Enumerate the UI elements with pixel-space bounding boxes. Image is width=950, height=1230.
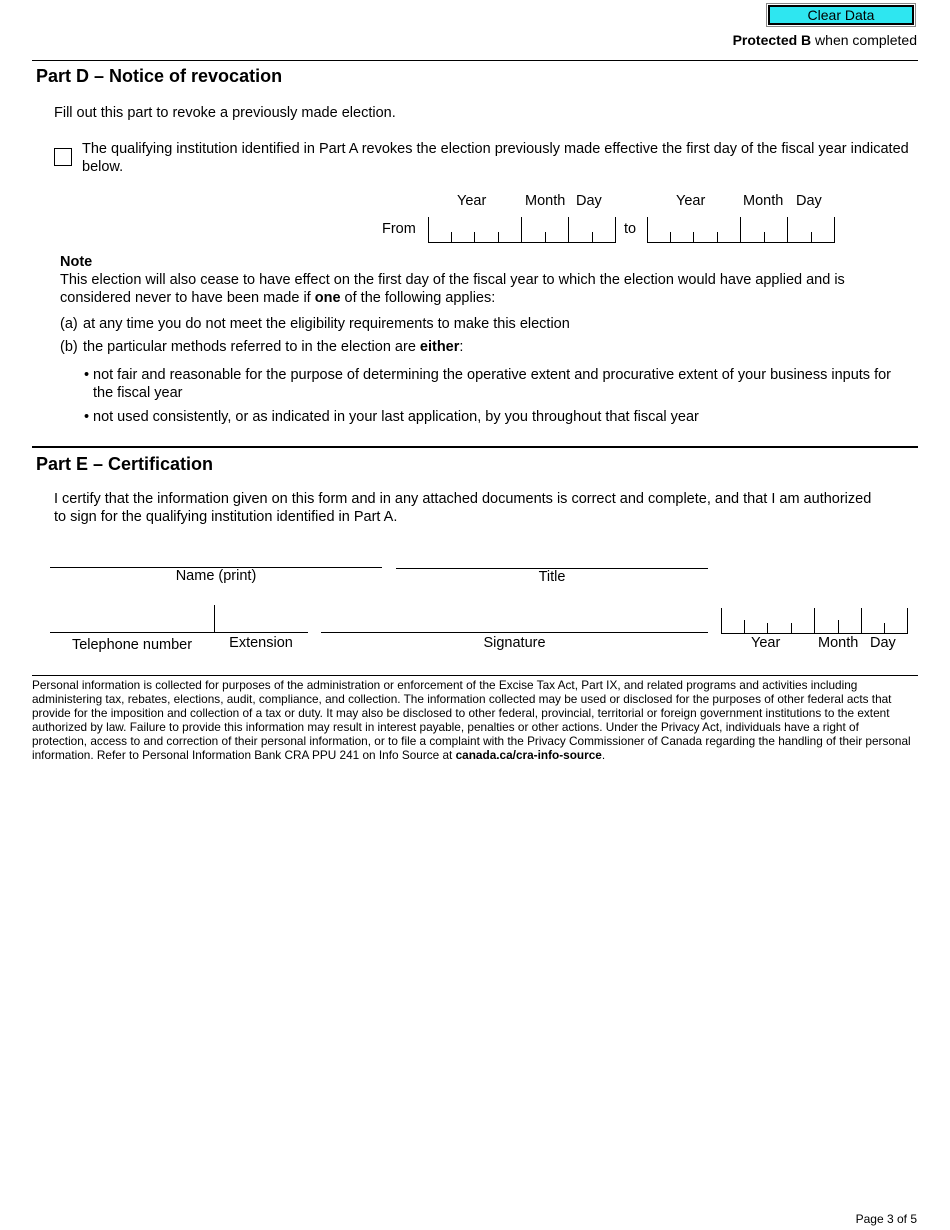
item-b-text — [83, 338, 463, 356]
title-label: Title — [538, 569, 566, 585]
privacy-link[interactable]: canada.ca/cra-info-source — [455, 748, 602, 762]
from-year-header: Year — [457, 193, 487, 209]
from-date-input[interactable] — [428, 217, 616, 243]
revoke-election-checkbox[interactable] — [54, 148, 72, 166]
part-d-title: Part D – Notice of revocation — [36, 66, 283, 86]
privacy-divider — [32, 675, 918, 676]
part-e-divider — [32, 446, 918, 448]
privacy-end: . — [601, 748, 606, 762]
to-year-header: Year — [676, 193, 706, 209]
to-label: to — [624, 221, 637, 237]
item-b-text-part1: the particular methods referred to in the election are — [83, 339, 420, 355]
clear-data-button[interactable]: Clear Data — [768, 5, 914, 25]
item-a-label: (a) — [60, 316, 78, 332]
protected-status — [733, 32, 917, 48]
from-month-header: Month — [525, 193, 566, 209]
certification-text: I certify that the information given on this form and in any attached documents is correct and complete, and that I am authorized to sign for the qualifying institution identified in Part A. — [54, 491, 872, 525]
from-label: From — [382, 221, 416, 237]
to-month-header: Month — [743, 193, 784, 209]
revoke-election-text: The qualifying institution identified in Part A revokes the election previously made effective the first day of the fiscal year indicated below. — [82, 141, 909, 175]
extension-field[interactable] — [214, 632, 308, 633]
to-day-header: Day — [796, 193, 822, 209]
item-b-label: (b) — [60, 339, 78, 355]
signature-month-label: Month — [818, 635, 859, 651]
privacy-text: Personal information is collected for purposes of the administration or enforcement of the Excise Tax Act, Part IX, and related programs and activities including administering tax, rebates, elections, audit, compliance, and collection. The information collected may be used or disclosed for the purposes of other federal acts that provide for the imposition and collection of a tax or duty. It may also be disclosed to other federal, provincial, territorial or foreign government institutions to the extent authorized by law. Failure to provide this information may result in interest payable, penalties or other actions. Under the Privacy Act, individuals have a right of protection, access to and correction of their personal information, or to file a complaint with the Privacy Commissioner of Canada regarding the handling of their personal information. Refer to Personal Information Bank CRA PPU 241 on Info Source at — [32, 678, 911, 762]
signature-field[interactable] — [321, 632, 708, 633]
note-text — [60, 271, 912, 307]
from-day-header: Day — [576, 193, 602, 209]
protected-suffix: when completed — [811, 32, 917, 48]
privacy-statement — [32, 678, 912, 762]
telephone-field[interactable] — [50, 632, 214, 633]
part-e-title: Part E – Certification — [36, 454, 214, 474]
note-text-part1: This election will also cease to have effect on the first day of the fiscal year to which the election would have applied and is considered never to have been made if — [60, 272, 845, 306]
top-divider — [32, 60, 918, 61]
bullet-2-text: not used consistently, or as indicated in your last application, by you throughout that fiscal year — [93, 409, 699, 425]
item-b-text-emphasis: either — [419, 339, 460, 355]
signature-date-input[interactable] — [721, 608, 908, 634]
note-text-part2: of the following applies: — [340, 290, 496, 306]
bullet-1-text: not fair and reasonable for the purpose of determining the operative extent and procurative extent of your business inputs for the fiscal year — [93, 367, 891, 401]
extension-label: Extension — [229, 635, 293, 651]
item-a-text: at any time you do not meet the eligibility requirements to make this election — [83, 316, 570, 332]
to-date-input[interactable] — [647, 217, 835, 243]
note-title: Note — [60, 254, 93, 270]
signature-day-label: Day — [870, 635, 896, 651]
signature-label: Signature — [483, 635, 546, 651]
signature-year-label: Year — [751, 635, 781, 651]
protected-level: Protected B — [732, 32, 812, 48]
telephone-label: Telephone number — [71, 637, 193, 653]
page-number: Page 3 of 5 — [855, 1212, 917, 1226]
telephone-extension-divider — [214, 605, 215, 633]
item-b-text-part2: : — [459, 339, 464, 355]
bullet-1-marker: • — [84, 367, 90, 383]
note-text-emphasis: one — [314, 290, 341, 306]
part-d-intro: Fill out this part to revoke a previously made election. — [54, 105, 396, 121]
bullet-2-marker: • — [84, 409, 90, 425]
name-label: Name (print) — [175, 568, 257, 584]
